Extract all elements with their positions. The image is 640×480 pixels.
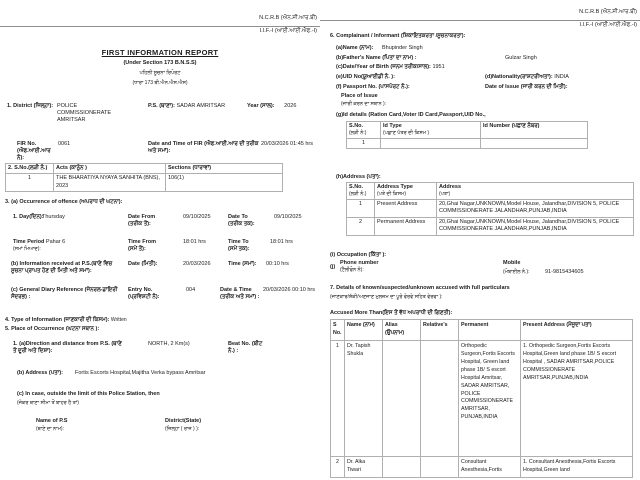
- ps-field: [148, 103, 225, 110]
- beat-no-label: Beat No. (ਬੀਟ ਨੰ.) :: [228, 341, 263, 355]
- accused-section-label: 7. Details of known/suspected/unknown accused with full particulars: [330, 285, 510, 291]
- fir-no-label: FIR No. (ਐਫ.ਆਈ.ਆਰ ਨੰ):: [17, 141, 51, 162]
- dob-value: 1951: [432, 64, 445, 70]
- day-label: 1. Day(ਦਿਨ):: [13, 214, 44, 220]
- date-to-label: Date To (ਤਰੀਕ ਤਕ):: [228, 214, 255, 228]
- time-to-value: 18:01 hrs: [270, 239, 293, 245]
- addr-type-header: [375, 183, 437, 200]
- id-table: [346, 121, 588, 149]
- accused-row-present: 1. Consultant Anesthesia,Fortis Escorts Hospital,Green land: [521, 456, 633, 477]
- day-value: Thursday: [42, 214, 65, 220]
- gd-datetime-value: 20/03/2026 00:10 hrs: [263, 287, 315, 293]
- passport-label: (f) Passport No. (ਪਾਸਪੋਰਟ ਨੰ.):: [336, 84, 410, 90]
- id-details-label: (g)Id details (Ration Card,Voter ID Card,Passport,UID No.,: [336, 112, 486, 118]
- sections-header: Sections (ਧਾਰਾਵਾਂ): [166, 164, 283, 174]
- id-row-sno: 1: [347, 138, 381, 148]
- accused-row-alias: [383, 340, 421, 456]
- acts-row-act: THE BHARATIYA NYAYA SANHITA (BNS), 2023: [54, 174, 166, 192]
- addr-row-type: Present Address: [375, 199, 437, 217]
- accused-row-relative: [421, 340, 459, 456]
- fir-datetime-label: Date and Time of FIR (ਐਫ.ਆਈ.ਆਰ ਦੀ ਤਰੀਕ ਅਤੇ ਸਮਾਂ):: [148, 141, 259, 155]
- mobile-label: Mobile: [503, 260, 521, 266]
- phone-field: [340, 260, 379, 274]
- id-type-header-pa: (ਪਛਾਣ ਪੱਤਰ ਦੀ ਕਿਸਮ ): [383, 130, 430, 137]
- nationality-value: INDIA: [554, 74, 569, 80]
- time-period-field: [13, 239, 93, 253]
- accused-table: [330, 319, 633, 478]
- addr-sno-header-pa: (ਲੜੀ ਨੰ.): [349, 191, 367, 198]
- ps-name-punjabi: (ਥਾਣੇ ਦਾ ਨਾਮ):: [36, 426, 64, 432]
- district-value: POLICE COMMISSIONERATE AMRITSAR: [57, 103, 111, 124]
- ps-name-label: Name of P.S: [36, 418, 68, 424]
- address-row: [347, 217, 634, 235]
- gd-entry-label: Entry No. (ਪ੍ਰਵਿਸ਼ਟੀ ਨੰ):: [128, 287, 160, 301]
- iif-label: I.I.F.-I (ਆਈ.ਆਈ.ਐਫ.-I): [259, 28, 317, 34]
- type-info-label: 4. Type of Information (ਜਾਣਕਾਰੀ ਦੀ ਕਿਸਮ):: [5, 317, 110, 323]
- accused-row-present: 1. Orthopedic Surgeon,Fortis Escorts Hospital,Green land phase 1B/ S escort Hospital , SADAR AMRITSAR,POLICE COMMISSIONERATE AMRITSAR,PUNJAB,INDIA: [521, 340, 633, 456]
- ncrb-label: N.C.R.B (ਐਨ.ਸੀ.ਆਰ.ਬੀ): [579, 9, 637, 15]
- phone-label: Phone number: [340, 260, 379, 266]
- place-occurrence-label: 5. Place of Occurrence (ਘਟਨਾ ਸਥਾਨ ):: [5, 326, 100, 332]
- header-rule: [320, 20, 640, 21]
- direction-value: NORTH, 2 Km(s): [148, 341, 190, 347]
- acts-header: Acts (ਕਾਨੂੰਨ ): [54, 164, 166, 174]
- addr-row-address: 20,Ghai Nagar,UNKNOWN,Model House, Jalandhar,DIVISION 5, POLICE COMMISSIONERATE JALANDHAR,PUNJAB,INDIA: [437, 199, 634, 217]
- addr-header-pa: (ਪਤਾ): [439, 191, 451, 198]
- district-state-punjabi: (ਜਿਲ੍ਹਾ ( ਰਾਜ ) ):: [165, 426, 200, 432]
- outside-limit-punjabi: (ਜੇਕਰ ਥਾਣਾ ਸੀਮਾ ਤੋਂ ਬਾਹਰ ਹੈ ਤਾਂ): [17, 400, 79, 406]
- addr-header-en: Address: [439, 184, 462, 190]
- year-label: Year (ਸਾਲ):: [247, 103, 275, 109]
- addr-sno-header-en: S.No.: [349, 184, 364, 190]
- accused-sno-header: S No.: [331, 320, 345, 341]
- gd-reference-label: (c) General Diary Reference (ਜੇਨਰਲ-ਡਾਇਰੀ ਸੰਦਰਭ) :: [11, 287, 118, 301]
- id-type-header-en: Id Type: [383, 123, 402, 129]
- info-time-value: 00:10 hrs: [266, 261, 289, 267]
- gd-datetime-label: Date & Time (ਤਰੀਕ ਅਤੇ ਸਮਾਂ) :: [220, 287, 260, 301]
- header-rule: [0, 26, 320, 27]
- ncrb-label: N.C.R.B (ਐਨ.ਸੀ.ਆਰ.ਬੀ): [259, 15, 317, 21]
- addr-sno-header: [347, 183, 375, 200]
- district-state-label: District(State): [165, 418, 202, 424]
- nationality-label: (d)Nationality(ਰਾਸ਼ਟਰੀਅਤਾ):: [485, 74, 553, 80]
- accused-more-than-label: Accused More Than(ਇਸ ਤੋਂ ਵੱਧ ਅਪਰਾਧੀ ਦੀ ਗਿਣਤੀ):: [330, 310, 453, 316]
- outside-limit-label: (c) In case, outside the limit of this Police Station, then: [17, 391, 160, 397]
- addr-row-address: 20,Ghai Nagar,UNKNOWN,Model House, Jalandhar,DIVISION 5, POLICE COMMISSIONERATE JALANDHAR,PUNJAB,INDIA: [437, 217, 634, 235]
- father-name-label: (b)Father's Name (ਪਿਤਾ ਦਾ ਨਾਮ) :: [336, 55, 417, 61]
- fir-datetime-value: 20/03/2026 01:45 hrs: [261, 141, 313, 147]
- acts-row-sno: 1: [6, 174, 54, 192]
- info-time-label: Time (ਸਮਾਂ):: [228, 261, 257, 267]
- address-value: Fortis Escorts Hospital,Majitha Verka bypass Amritsar: [75, 370, 206, 376]
- father-name-value: Gulzar Singh: [505, 55, 537, 61]
- type-info-field: [5, 317, 127, 324]
- accused-row-sno: 1: [331, 340, 345, 456]
- complainant-section-label: 6. Complainant / Informant (ਸ਼ਿਕਾਇਤਕਰਤਾ /ਸੂਚਨਾਕਰਤਾ):: [330, 33, 466, 39]
- id-row-number: [481, 138, 588, 148]
- accused-row-alias: [383, 456, 421, 477]
- accused-row-sno: 2: [331, 456, 345, 477]
- fir-page-2: [320, 0, 640, 480]
- phone-label-punjabi: (ਟੈਲੀਫੋਨ ਨੰ):: [340, 267, 364, 274]
- acts-sections-table: [5, 163, 283, 192]
- title-block: [0, 48, 320, 86]
- page-title-punjabi: ਪਹਿਲੀ ਸੂਚਨਾ ਰਿਪੋਰਟ: [139, 70, 181, 77]
- direction-label: 1. (a)Direction and distance from P.S. (ਥਾਣੇ ਤੋਂ ਦੂਰੀ ਅਤੇ ਦਿਸ਼ਾ):: [13, 341, 122, 355]
- addr-header: [437, 183, 634, 200]
- dob-label: (c)Date/Year of Birth (ਜਨਮ ਤਰੀਕ/ਸਾਲ):: [336, 64, 431, 70]
- addr-type-header-pa: (ਪਤੇ ਦੀ ਕਿਸਮ): [377, 191, 406, 198]
- id-sno-header-en: S.No.: [349, 123, 364, 129]
- address-section-label: (h)Address (ਪਤਾ):: [336, 174, 381, 180]
- ps-label: P.S. (ਥਾਣਾ):: [148, 103, 175, 109]
- time-period-value: Pahar 6: [45, 239, 66, 245]
- accused-present-header: Present Address (ਮੌਜੂਦਾ ਪਤਾ): [521, 320, 633, 341]
- dob-field: [336, 64, 445, 71]
- info-date-label: Date (ਮਿਤੀ):: [128, 261, 158, 267]
- complainant-name-value: Bhupinder Singh: [382, 45, 423, 51]
- accused-relative-header: Relative's: [421, 320, 459, 341]
- iif-label: I.I.F.-I (ਆਈ.ਆਈ.ਐਫ.-I): [579, 22, 637, 28]
- district-label: 1. District (ਜਿਲ੍ਹਾ):: [7, 103, 54, 109]
- time-from-label: Time From (ਸਮੇਂ ਤੋਂ):: [128, 239, 157, 253]
- year-value: 2026: [284, 103, 297, 109]
- accused-row-relative: [421, 456, 459, 477]
- occurrence-label: 3. (a) Occurrence of offence (ਅਪਰਾਧ ਦੀ ਘਟਨਾ):: [5, 199, 123, 205]
- mobile-value: 91-9815434605: [545, 269, 584, 275]
- accused-section-punjabi: (ਜਾਣਕਾਰ/ਸ਼ੱਕੀ/ਅਣਜਾਣ ਮੁਲਜ਼ਮ ਦਾ ਪੂਰੇ ਵੇਰਵੇ ਸਹਿਤ ਵੇਰਵਾ ):: [330, 294, 443, 300]
- type-info-value: Written: [110, 317, 127, 323]
- date-from-value: 09/10/2025: [183, 214, 211, 220]
- addr-row-type: Permanent Address: [375, 217, 437, 235]
- acts-sno-header: 2. S.No.(ਲੜੀ ਨੰ.): [6, 164, 54, 174]
- time-from-value: 18:01 hrs: [183, 239, 206, 245]
- under-section-label: (Under Section 173 B.N.S.S): [123, 60, 197, 66]
- phone-prefix: (j): [330, 264, 336, 270]
- date-from-label: Date From (ਤਰੀਕ ਤੋਂ):: [128, 214, 156, 228]
- time-period-label: Time Period: [13, 239, 45, 245]
- id-sno-header: [347, 122, 381, 139]
- id-number-header: Id Number (ਪਛਾਣ ਨੰਬਰ): [481, 122, 588, 139]
- addr-type-header-en: Address Type: [377, 184, 413, 190]
- accused-row-permanent: Consultant Anesthesia,Fortis: [459, 456, 521, 477]
- accused-row: [331, 456, 633, 477]
- nationality-field: [485, 74, 569, 81]
- time-period-punjabi: (ਸਮਾਂ ਮਿਆਦ):: [13, 246, 41, 253]
- accused-alias-header: Alias (ਉਪਨਾਮ): [383, 320, 421, 341]
- address-label: (b) Address (ਪਤਾ):: [17, 370, 64, 376]
- under-section-punjabi: (ਧਾਰਾ 173 ਬੀ.ਐਨ.ਐਸ.ਐਸ): [132, 79, 188, 86]
- uid-label: (e)UID No(ਯੂਆਈਡੀ ਨੰ. ):: [336, 74, 395, 80]
- id-sno-header-pa: (ਲੜੀ ਨੰ:): [349, 130, 367, 137]
- id-row-type: [381, 138, 481, 148]
- time-to-label: Time To (ਸਮੇਂ ਤਕ):: [228, 239, 250, 253]
- accused-row-name: Dr. Alka Tiwari: [345, 456, 383, 477]
- complainant-name-label: (a)Name (ਨਾਮ):: [336, 45, 374, 51]
- accused-name-header: Name (ਨਾਮ): [345, 320, 383, 341]
- accused-permanent-header: Permanent: [459, 320, 521, 341]
- id-type-header: [381, 122, 481, 139]
- addr-row-sno: 2: [347, 217, 375, 235]
- issue-date-label: Date of Issue (ਜਾਰੀ ਕਰਨ ਦੀ ਮਿਤੀ):: [485, 84, 568, 90]
- info-date-value: 20/03/2026: [183, 261, 211, 267]
- accused-row-name: Dr. Tapish Shukla: [345, 340, 383, 456]
- year-field: [247, 103, 296, 110]
- occupation-label: (i) Occupation (ਕਿੱਤਾ ):: [330, 252, 387, 258]
- address-table: [346, 182, 634, 236]
- fir-no-value: 0061: [58, 141, 71, 147]
- issue-place-label: Place of Issue: [341, 93, 378, 99]
- acts-row-sections: 106(1): [166, 174, 283, 192]
- ps-value: SADAR AMRITSAR: [176, 103, 226, 109]
- page-title: FIRST INFORMATION REPORT: [101, 48, 219, 57]
- date-to-value: 09/10/2025: [274, 214, 302, 220]
- addr-row-sno: 1: [347, 199, 375, 217]
- address-row: [347, 199, 634, 217]
- accused-row: [331, 340, 633, 456]
- info-received-label: (b) Information received at P.S.(ਥਾਣੇ ਵਿਚ ਸੂਚਨਾ ਪ੍ਰਾਪਤ ਹੋਣ ਦੀ ਮਿਤੀ ਅਤੇ ਸਮਾਂ):: [11, 261, 113, 275]
- mobile-label-punjabi: (ਮੋਬਾਈਲ ਨੰ.):: [503, 269, 530, 275]
- gd-entry-value: 004: [186, 287, 196, 293]
- issue-place-punjabi: (ਜਾਰੀ ਕਰਨ ਦਾ ਸਥਾਨ ):: [341, 101, 387, 107]
- accused-row-permanent: Orthopedic Surgeon,Fortis Escorts Hospital, Green land phase 1B/ S escort Hospital Amritsar, SADAR AMRITSAR, POLICE COMMISSIONERATE AMRITSAR, PUNJAB,INDIA: [459, 340, 521, 456]
